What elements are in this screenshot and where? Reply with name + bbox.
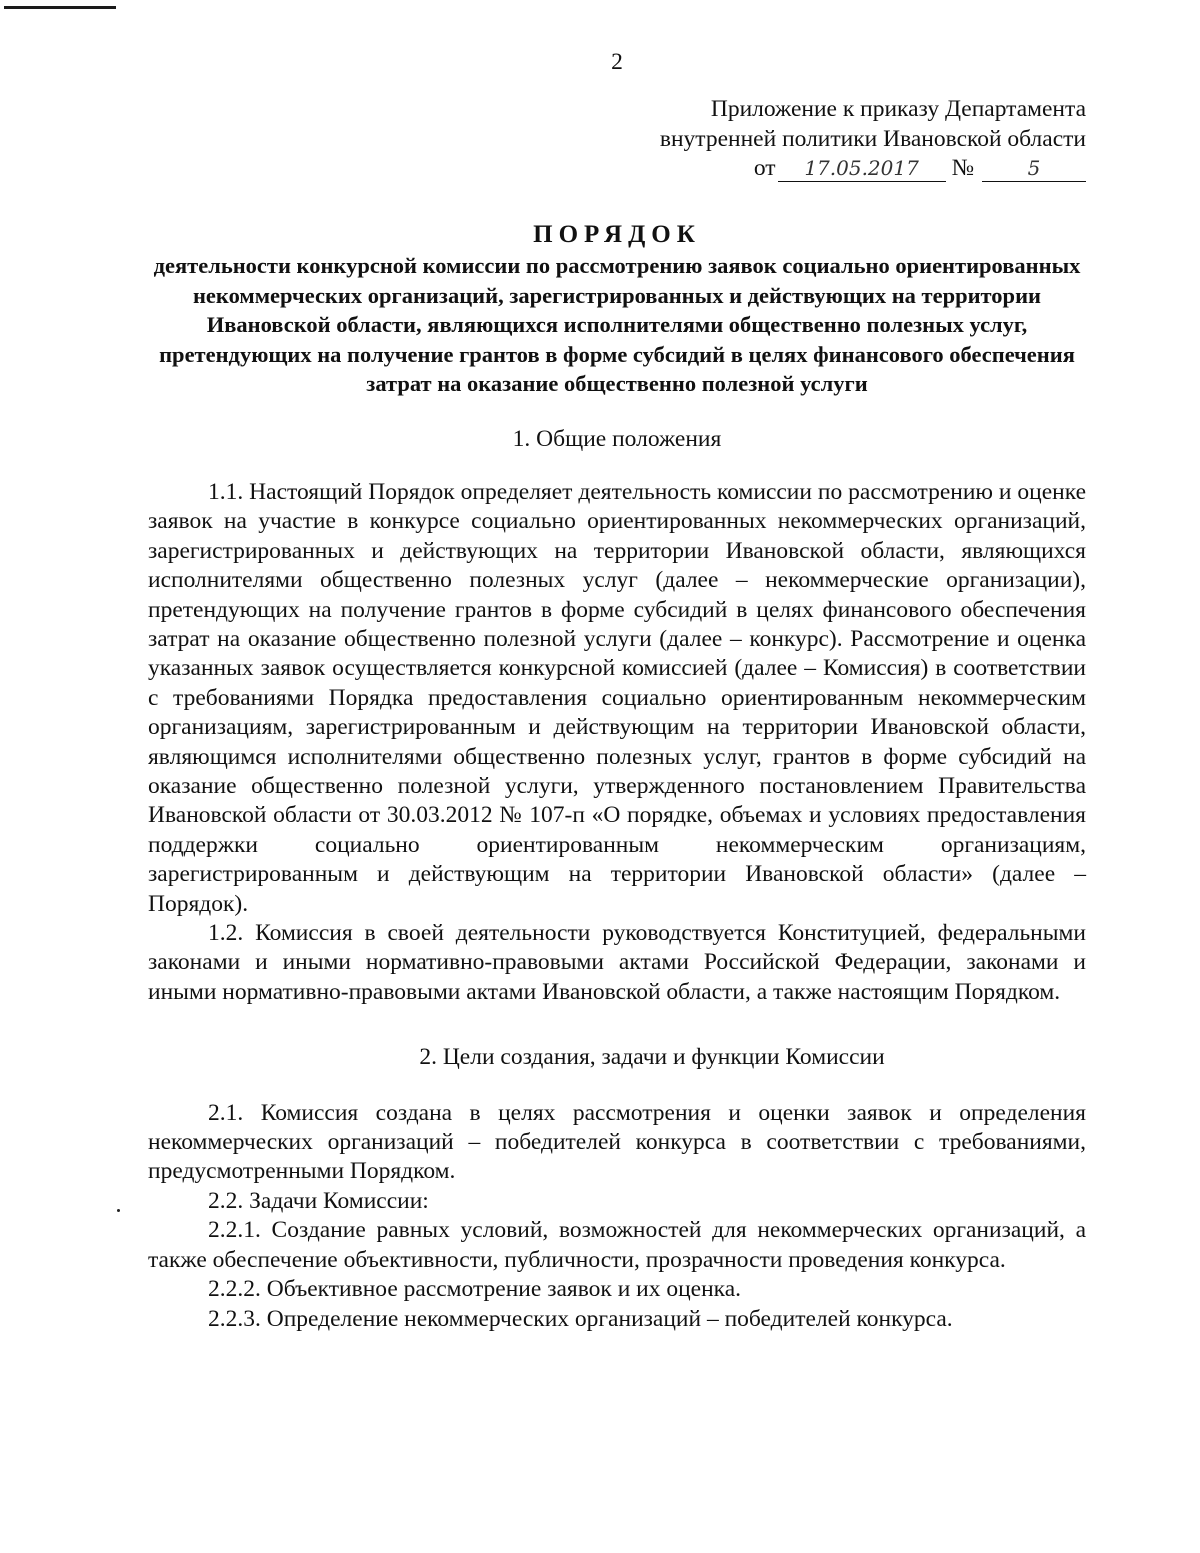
document-title: ПОРЯДОК [533, 220, 701, 248]
paragraph-2-2-3: 2.2.3. Определение некоммерческих организаций – победителей конкурса. [208, 1305, 953, 1332]
paragraph-2-2-2: 2.2.2. Объективное рассмотрение заявок и их оценка. [208, 1276, 742, 1303]
appendix-line-1: Приложение к приказу Департамента [710, 96, 1086, 123]
section-1-heading: 1. Общие положения [512, 425, 722, 452]
appendix-block [148, 95, 1086, 183]
scan-edge-mark [4, 6, 116, 9]
date-prefix: от [753, 155, 776, 182]
appendix-date-line [148, 154, 1086, 183]
number-handwritten: 5 [982, 155, 1086, 182]
date-handwritten: 17.05.2017 [778, 155, 946, 182]
document-page [148, 48, 1086, 1334]
document-subtitle: деятельности конкурсной комиссии по рассмотрению заявок социально ориентированных некоммерческих организаций, зарегистрированных и действующих на территории Ивановской области, являющихся исполнителями общественно полезных услуг, претендующих на получение грантов в форме субсидий в целях финансового обеспечения затрат на оказание общественно полезной услуги [153, 253, 1081, 397]
paragraph-1-2: 1.2. Комиссия в своей деятельности руководствуется Конституцией, федеральными законами и иными нормативно-правовыми актами Российской Федерации, законами и иными нормативно-правовыми актами Ивановской области, а также настоящим Порядком. [148, 920, 1086, 1005]
paragraph-2-2-1: 2.2.1. Создание равных условий, возможностей для некоммерческих организаций, а также обеспечение объективности, публичности, прозрачности проведения конкурса. [148, 1217, 1086, 1273]
page-number: 2 [611, 49, 623, 75]
paragraph-2-2: 2.2. Задачи Комиссии: [208, 1187, 429, 1214]
scan-speck [117, 1209, 120, 1212]
section-2-heading: 2. Цели создания, задачи и функции Комиссии [419, 1044, 885, 1071]
number-prefix: № [951, 155, 974, 182]
paragraph-1-1: 1.1. Настоящий Порядок определяет деятельность комиссии по рассмотрению и оценке заявок на участие в конкурсе социально ориентированных некоммерческих организаций, зарегистрированных и действующих на территории Ивановской области, являющихся исполнителями общественно полезных услуг (далее – некоммерческие организации), претендующих на получение грантов в форме субсидий в целях финансового обеспечения затрат на оказание общественно полезной услуги (далее – конкурс). Рассмотрение и оценка указанных заявок осуществляется конкурсной комиссией (далее – Комиссия) в соответствии с требованиями Порядка предоставления социально ориентированным некоммерческим организациям, зарегистрированным и действующим на территории Ивановской области, являющимся исполнителями общественно полезных услуг, грантов в форме субсидий на оказание общественно полезной услуги, утвержденного постановлением Правительства Ивановской области от 30.03.2012 № 107-п «О порядке, объемах и условиях предоставления поддержки социально ориентированным некоммерческим организациям, зарегистрированным и действующим на территории Ивановской области» (далее – Порядок). [148, 478, 1086, 917]
paragraph-2-1: 2.1. Комиссия создана в целях рассмотрения и оценки заявок и определения некоммерческих организаций – победителей конкурса в соответствии с требованиями, предусмотренными Порядком. [148, 1099, 1086, 1185]
appendix-line-2: внутренней политики Ивановской области [659, 125, 1086, 152]
